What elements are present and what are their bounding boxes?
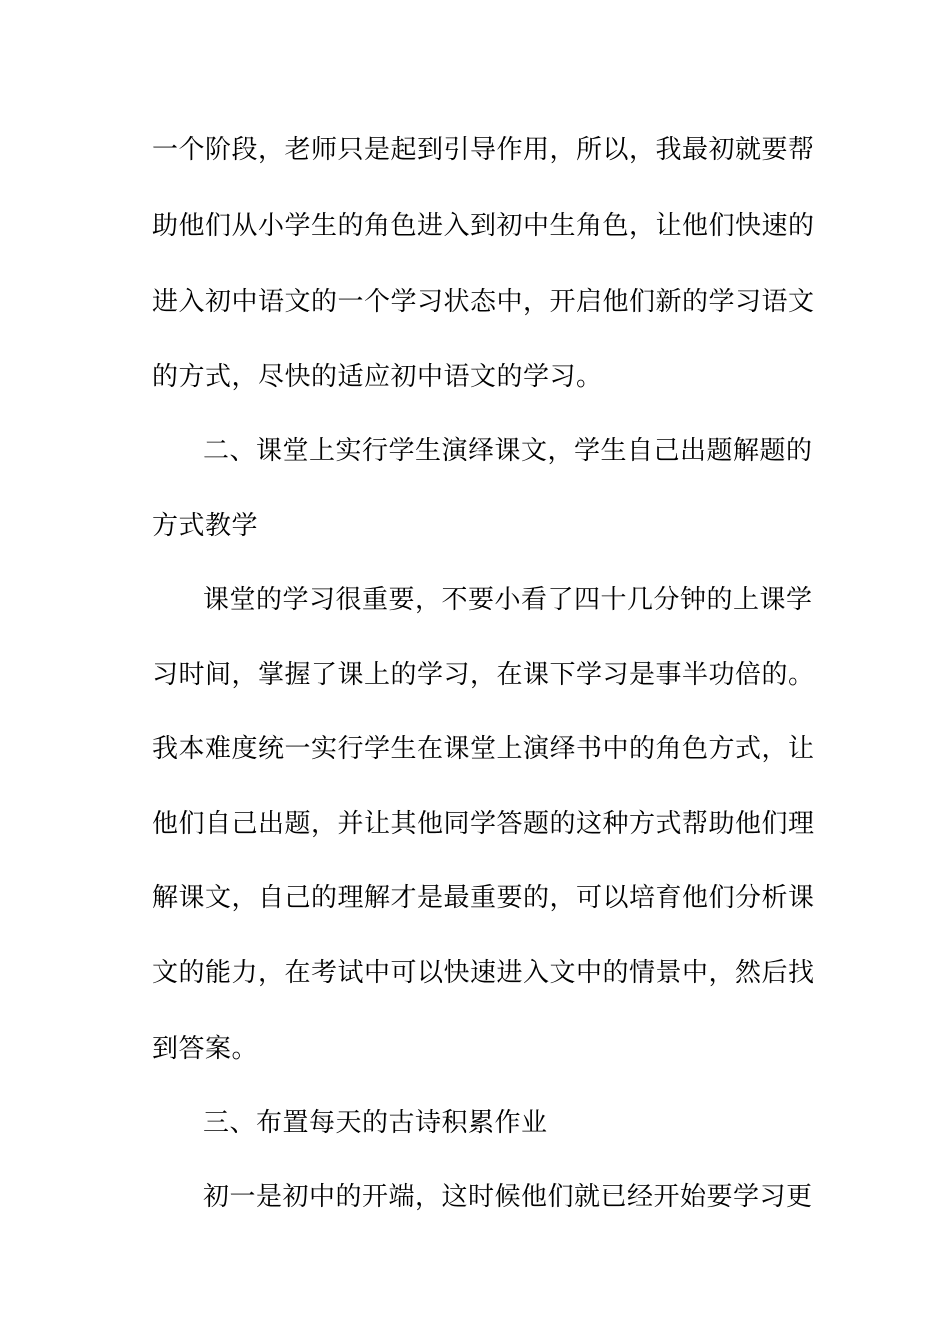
paragraph-line-10: 文的能力，在考试中可以快速进入文中的情景中，然后找 (152, 958, 815, 988)
paragraph-line-9: 解课文，自己的理解才是最重要的，可以培育他们分析课 (152, 883, 815, 913)
paragraph-line-12: 初一是初中的开端，这时候他们就已经开始要学习更 (203, 1182, 813, 1212)
section-heading-3: 三、布置每天的古诗积累作业 (203, 1108, 548, 1138)
paragraph-line-6: 习时间，掌握了课上的学习，在课下学习是事半功倍的。 (152, 660, 815, 690)
paragraph-line-1: 一个阶段，老师只是起到引导作用，所以，我最初就要帮 (152, 135, 815, 165)
paragraph-line-8: 他们自己出题，并让其他同学答题的这种方式帮助他们理 (152, 809, 815, 839)
paragraph-line-4: 的方式，尽快的适应初中语文的学习。 (152, 362, 603, 392)
paragraph-line-11: 到答案。 (152, 1034, 259, 1064)
paragraph-line-7: 我本难度统一实行学生在课堂上演绎书中的角色方式，让 (152, 734, 815, 764)
paragraph-line-2: 助他们从小学生的角色进入到初中生角色，让他们快速的 (152, 211, 815, 241)
paragraph-line-5: 课堂的学习很重要，不要小看了四十几分钟的上课学 (203, 585, 813, 615)
section-heading-2-line-1: 二、课堂上实行学生演绎课文，学生自己出题解题的 (203, 436, 813, 466)
section-heading-2-line-2: 方式教学 (152, 511, 259, 541)
paragraph-line-3: 进入初中语文的一个学习状态中，开启他们新的学习语文 (152, 287, 815, 317)
